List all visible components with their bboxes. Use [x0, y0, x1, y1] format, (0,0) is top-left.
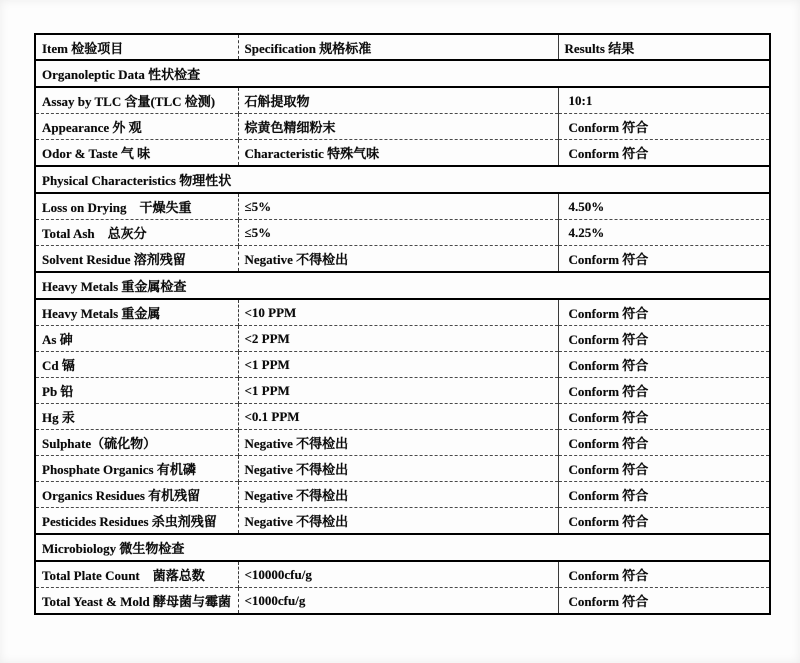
- result-cell: Conform 符合: [558, 299, 770, 326]
- section-header-microbiology: [35, 534, 770, 561]
- column-header-specification: Specification 规格标准: [238, 34, 558, 60]
- section-title: Physical Characteristics 物理性状: [35, 166, 770, 193]
- table-row: [35, 508, 770, 535]
- certificate-of-analysis-table: [34, 33, 771, 615]
- table-header-row: [35, 34, 770, 60]
- spec-cell: ≤5%: [238, 220, 558, 246]
- item-cell: Solvent Residue 溶剂残留: [35, 246, 238, 273]
- column-header-results: Results 结果: [558, 34, 770, 60]
- section-title: Heavy Metals 重金属检查: [35, 272, 770, 299]
- result-cell: Conform 符合: [558, 508, 770, 535]
- table-row: [35, 482, 770, 508]
- item-cell: Odor & Taste 气 味: [35, 140, 238, 167]
- item-cell: Cd 镉: [35, 352, 238, 378]
- item-cell: Pb 铅: [35, 378, 238, 404]
- table-row: [35, 561, 770, 588]
- item-cell: Heavy Metals 重金属: [35, 299, 238, 326]
- item-cell: Appearance 外 观: [35, 114, 238, 140]
- item-cell: Loss on Drying 干燥失重: [35, 193, 238, 220]
- result-cell: Conform 符合: [558, 482, 770, 508]
- result-cell: Conform 符合: [558, 326, 770, 352]
- result-cell: Conform 符合: [558, 246, 770, 273]
- result-cell: Conform 符合: [558, 456, 770, 482]
- spec-cell: 石斛提取物: [238, 87, 558, 114]
- section-header-physical: [35, 166, 770, 193]
- table-row: [35, 87, 770, 114]
- table-row: [35, 193, 770, 220]
- spec-cell: Negative 不得检出: [238, 508, 558, 535]
- item-cell: Pesticides Residues 杀虫剂残留: [35, 508, 238, 535]
- table-row: [35, 220, 770, 246]
- table-row: [35, 299, 770, 326]
- table-row: [35, 430, 770, 456]
- spec-cell: <1000cfu/g: [238, 588, 558, 615]
- item-cell: Organics Residues 有机残留: [35, 482, 238, 508]
- result-cell: Conform 符合: [558, 588, 770, 615]
- section-title: Microbiology 微生物检查: [35, 534, 770, 561]
- spec-cell: Negative 不得检出: [238, 430, 558, 456]
- table-row: [35, 404, 770, 430]
- item-cell: Assay by TLC 含量(TLC 检测): [35, 87, 238, 114]
- spec-cell: <10 PPM: [238, 299, 558, 326]
- item-cell: Phosphate Organics 有机磷: [35, 456, 238, 482]
- item-cell: As 砷: [35, 326, 238, 352]
- table-row: [35, 114, 770, 140]
- spec-cell: Characteristic 特殊气味: [238, 140, 558, 167]
- section-header-heavy-metals: [35, 272, 770, 299]
- spec-cell: Negative 不得检出: [238, 246, 558, 273]
- result-cell: Conform 符合: [558, 140, 770, 167]
- spec-cell: <1 PPM: [238, 378, 558, 404]
- spec-cell: <1 PPM: [238, 352, 558, 378]
- result-cell: Conform 符合: [558, 352, 770, 378]
- result-cell: 4.25%: [558, 220, 770, 246]
- table-row: [35, 588, 770, 615]
- item-cell: Sulphate（硫化物）: [35, 430, 238, 456]
- spec-cell: Negative 不得检出: [238, 456, 558, 482]
- result-cell: Conform 符合: [558, 114, 770, 140]
- item-cell: Total Plate Count 菌落总数: [35, 561, 238, 588]
- spec-cell: ≤5%: [238, 193, 558, 220]
- table-row: [35, 326, 770, 352]
- result-cell: Conform 符合: [558, 430, 770, 456]
- spec-cell: <2 PPM: [238, 326, 558, 352]
- section-header-organoleptic: [35, 60, 770, 87]
- result-cell: Conform 符合: [558, 378, 770, 404]
- spec-cell: 棕黄色精细粉末: [238, 114, 558, 140]
- spec-cell: <10000cfu/g: [238, 561, 558, 588]
- result-cell: 4.50%: [558, 193, 770, 220]
- table-row: [35, 140, 770, 167]
- item-cell: Total Ash 总灰分: [35, 220, 238, 246]
- result-cell: Conform 符合: [558, 404, 770, 430]
- section-title: Organoleptic Data 性状检查: [35, 60, 770, 87]
- item-cell: Total Yeast & Mold 酵母菌与霉菌: [35, 588, 238, 615]
- table-row: [35, 456, 770, 482]
- table-row: [35, 378, 770, 404]
- result-cell: 10:1: [558, 87, 770, 114]
- spec-cell: <0.1 PPM: [238, 404, 558, 430]
- result-cell: Conform 符合: [558, 561, 770, 588]
- column-header-item: Item 检验项目: [35, 34, 238, 60]
- table-row: [35, 352, 770, 378]
- table-row: [35, 246, 770, 273]
- item-cell: Hg 汞: [35, 404, 238, 430]
- spec-cell: Negative 不得检出: [238, 482, 558, 508]
